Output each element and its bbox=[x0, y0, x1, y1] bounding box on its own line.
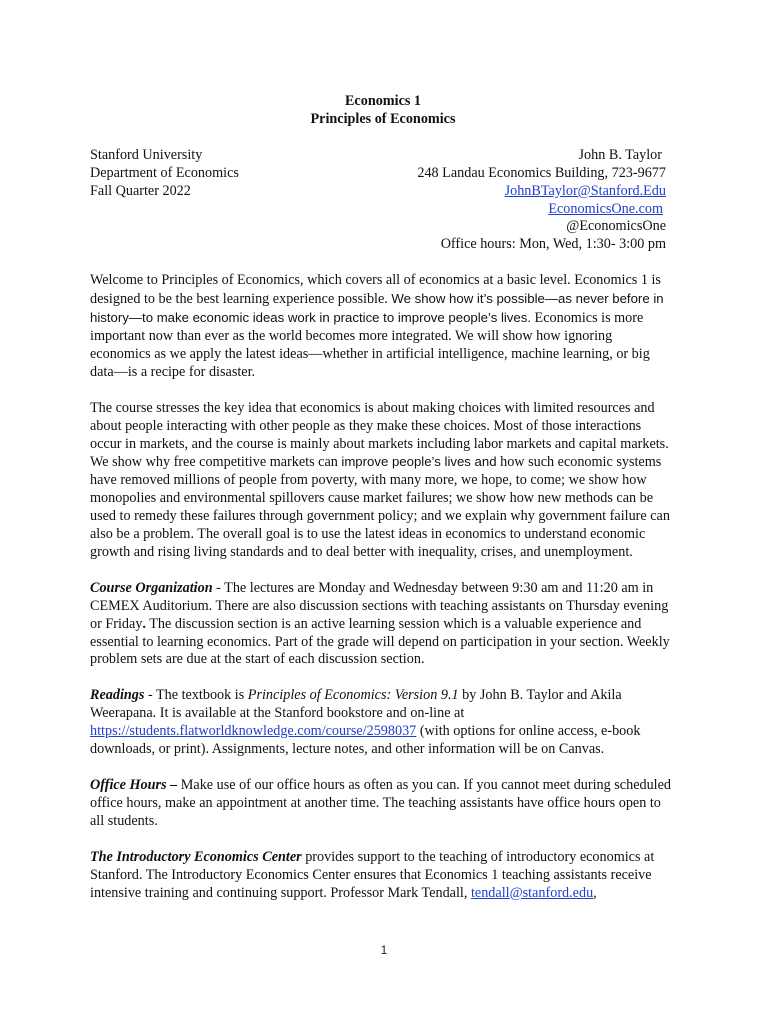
office-hours-paragraph bbox=[90, 777, 676, 831]
readings-heading: Readings bbox=[90, 687, 145, 704]
office-hours-line: Office hours: Mon, Wed, 1:30- 3:00 pm bbox=[440, 236, 666, 253]
course-text-sans: improve people’s lives and bbox=[341, 454, 497, 470]
university-name: Stanford University bbox=[90, 146, 203, 163]
organization-paragraph bbox=[90, 580, 676, 670]
readings-text-2: by John B. Taylor and Akila Weerapana. It is available at the Stanford bookstore and on-line at bbox=[90, 687, 622, 722]
course-text-1: The course stresses the key idea that economics is about making choices with limited resources and about people interacting with other people as they make these choices. Most of those interactions occur in markets, and the course is mainly about markets including labor markets and capital markets. We show why free competitive markets can bbox=[90, 399, 669, 471]
organization-heading: Course Organization bbox=[90, 579, 213, 596]
organization-text-1: - The lectures are Monday and Wednesday between 9:30 am and 11:20 am in CEMEX Auditorium. There are also discussion sections with teaching assistants on Thursday evening or Friday bbox=[90, 579, 669, 632]
office-hours-text: Make use of our office hours as often as you can. If you cannot meet during scheduled office hours, make an appointment at another time. The teaching assistants have office hours open to all students. bbox=[90, 777, 672, 829]
center-heading: The Introductory Economics Center bbox=[90, 848, 302, 865]
office-hours-heading: Office Hours – bbox=[90, 777, 178, 793]
header-left bbox=[90, 147, 239, 254]
department-name: Department of Economics bbox=[90, 164, 239, 181]
textbook-url-link[interactable]: https://students.flatworldknowledge.com/course/2598037 bbox=[90, 723, 417, 740]
instructor-name: John B. Taylor bbox=[578, 146, 662, 163]
textbook-title: Principles of Economics: Version 9.1 bbox=[247, 687, 459, 704]
intro-text-sans: We show how it’s possible—as never before in history—to make economic ideas work in practice to improve people’s lives. bbox=[90, 291, 664, 326]
organization-text-2: The discussion section is an active learning session which is a valuable experience and essential to learning economics. Part of the grade will depend on participation in your section. Weekly problem sets are due at the start of each discussion section. bbox=[90, 615, 670, 668]
term-label: Fall Quarter 2022 bbox=[90, 182, 191, 199]
course-number: Economics 1 bbox=[344, 93, 422, 109]
instructor-address: 248 Landau Economics Building, 723-9677 bbox=[417, 164, 666, 181]
course-title: Principles of Economics bbox=[310, 110, 456, 127]
instructor-email-link[interactable]: JohnBTaylor@Stanford.Edu bbox=[504, 182, 666, 199]
intro-paragraph bbox=[90, 272, 676, 381]
readings-paragraph bbox=[90, 687, 676, 759]
tendall-email-link[interactable]: tendall@stanford.edu bbox=[470, 884, 594, 901]
document-page bbox=[90, 93, 676, 902]
course-paragraph bbox=[90, 400, 676, 562]
readings-text-1: - The textbook is bbox=[144, 687, 248, 704]
intro-text-2: Economics is more important now than ever as the world becomes more integrated. We will show how ignoring economics as we apply the latest ideas—whether in artificial intelligence, machine learning, or big data—is a recipe for disaster. bbox=[90, 310, 650, 380]
intro-text-1: Welcome to Principles of Economics, which covers all of economics at a basic level. Economics 1 is designed to be the best learning experience possible. bbox=[90, 272, 661, 308]
header-block bbox=[90, 147, 676, 254]
course-text-2: how such economic systems have removed millions of people from poverty, with many more, we hope, to come; we show how monopolies and environmental spillovers cause market failures; we show how new methods can be used to remedy these failures through government policy; and we explain why government failure can also be a problem. The overall goal is to use the latest ideas in economics to understand economic growth and rising living standards and to deal better with inequality, crises, and unemployment. bbox=[90, 454, 670, 560]
center-paragraph bbox=[90, 849, 676, 903]
social-handle: @EconomicsOne bbox=[566, 218, 666, 235]
center-text: provides support to the teaching of introductory economics at Stanford. The Introductory Economics Center ensures that Economics 1 teaching assistants receive intensive training and continuing support. Professor Mark Tendall, bbox=[90, 848, 655, 901]
readings-text-3: (with options for online access, e-book downloads, or print). Assignments, lecture notes, and other information will be on Canvas. bbox=[90, 723, 641, 758]
page-number: 1 bbox=[380, 943, 388, 957]
organization-bold-dot: . bbox=[142, 615, 146, 632]
header-right bbox=[417, 147, 676, 254]
center-trail: , bbox=[593, 884, 597, 901]
website-link[interactable]: EconomicsOne.com bbox=[548, 200, 663, 217]
